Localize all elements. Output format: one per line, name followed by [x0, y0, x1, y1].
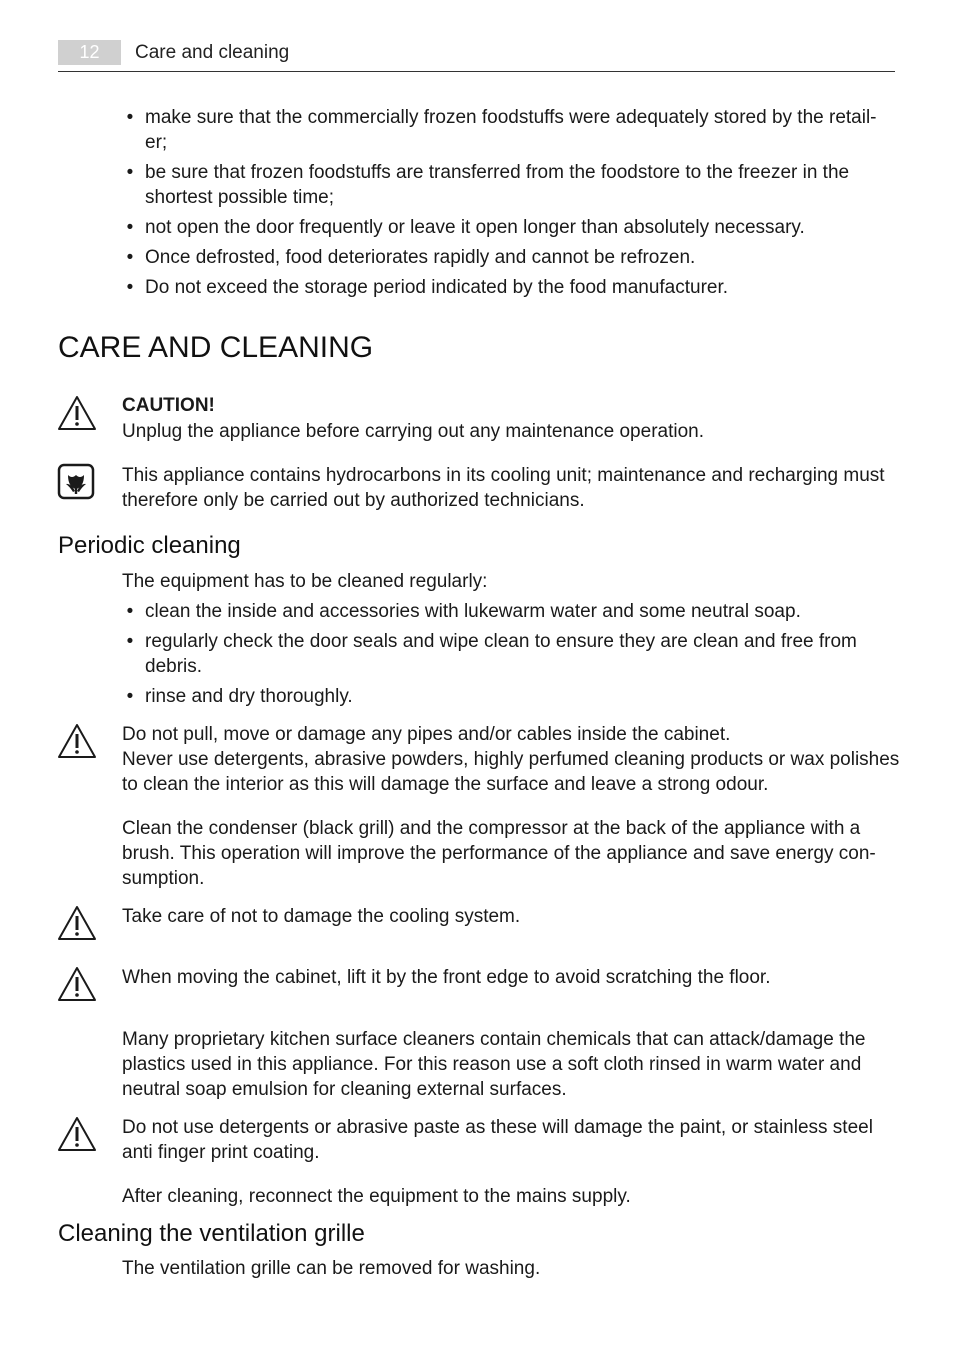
cleaners-text-line: plastics used in this appliance. For this reason use a soft cloth rinsed in warm water and — [122, 1054, 862, 1075]
list-item: clean the inside and accessories with lukewarm water and some neutral soap. — [145, 601, 801, 622]
cleaners-text-line: Many proprietary kitchen surface cleaners contain chemicals that can attack/damage the — [122, 1029, 866, 1050]
condenser-text-line: brush. This operation will improve the performance of the appliance and save energy con- — [122, 843, 876, 864]
ventilation-heading: Cleaning the ventilation grille — [58, 1220, 365, 1247]
page-header — [58, 40, 895, 72]
periodic-intro: The equipment has to be cleaned regularly: — [122, 571, 488, 592]
caution-label: CAUTION! — [122, 395, 215, 416]
bullet-marker: • — [126, 162, 134, 183]
condenser-text-line: sumption. — [122, 868, 205, 889]
caution-text: Unplug the appliance before carrying out any maintenance operation. — [122, 421, 704, 442]
warning-text-line: Never use detergents, abrasive powders, highly perfumed cleaning products or wax polishes — [122, 749, 900, 770]
periodic-cleaning-heading: Periodic cleaning — [58, 532, 241, 559]
warning-triangle-icon — [56, 722, 98, 760]
warning-triangle-icon — [56, 394, 98, 432]
list-item: make sure that the commercially frozen foodstuffs were adequately stored by the retail- — [145, 107, 877, 128]
cleaners-text-line: neutral soap emulsion for cleaning external surfaces. — [122, 1079, 567, 1100]
warning-triangle-icon — [56, 965, 98, 1003]
header-section-title: Care and cleaning — [135, 42, 290, 63]
list-item: be sure that frozen foodstuffs are transferred from the foodstore to the freezer in the — [145, 162, 850, 183]
page-number: 12 — [58, 40, 121, 65]
warning-text-line: Do not pull, move or damage any pipes and/or cables inside the cabinet. — [122, 724, 731, 745]
bullet-marker: • — [126, 601, 134, 622]
section-title: CARE AND CLEANING — [58, 331, 374, 364]
list-item: Once defrosted, food deteriorates rapidly and cannot be refrozen. — [145, 247, 696, 268]
bullet-marker: • — [126, 217, 134, 238]
warning-text-line: anti finger print coating. — [122, 1142, 320, 1163]
bullet-marker: • — [126, 107, 134, 128]
list-item-continuation: shortest possible time; — [145, 187, 335, 208]
bullet-marker: • — [126, 686, 134, 707]
list-item-continuation: er; — [145, 132, 168, 153]
list-item: regularly check the door seals and wipe clean to ensure they are clean and free from — [145, 631, 857, 652]
warning-text: When moving the cabinet, lift it by the front edge to avoid scratching the floor. — [122, 967, 771, 988]
environment-note-line: This appliance contains hydrocarbons in its cooling unit; maintenance and recharging must — [122, 465, 885, 486]
environment-note-line: therefore only be carried out by authorized technicians. — [122, 490, 585, 511]
ventilation-text: The ventilation grille can be removed for washing. — [122, 1258, 541, 1279]
list-item: not open the door frequently or leave it open longer than absolutely necessary. — [145, 217, 805, 238]
warning-triangle-icon — [56, 1115, 98, 1153]
list-item-continuation: debris. — [145, 656, 203, 677]
after-cleaning-text: After cleaning, reconnect the equipment to the mains supply. — [122, 1186, 631, 1207]
warning-text-line: Do not use detergents or abrasive paste as these will damage the paint, or stainless steel — [122, 1117, 873, 1138]
warning-text-line: to clean the interior as this will damage the surface and leave a strong odour. — [122, 774, 769, 795]
warning-triangle-icon — [56, 904, 98, 942]
list-item: Do not exceed the storage period indicated by the food manufacturer. — [145, 277, 729, 298]
list-item: rinse and dry thoroughly. — [145, 686, 353, 707]
bullet-marker: • — [126, 277, 134, 298]
bullet-marker: • — [126, 631, 134, 652]
bullet-marker: • — [126, 247, 134, 268]
environment-flower-icon — [56, 463, 98, 501]
warning-text: Take care of not to damage the cooling system. — [122, 906, 521, 927]
condenser-text-line: Clean the condenser (black grill) and the compressor at the back of the appliance with a — [122, 818, 861, 839]
